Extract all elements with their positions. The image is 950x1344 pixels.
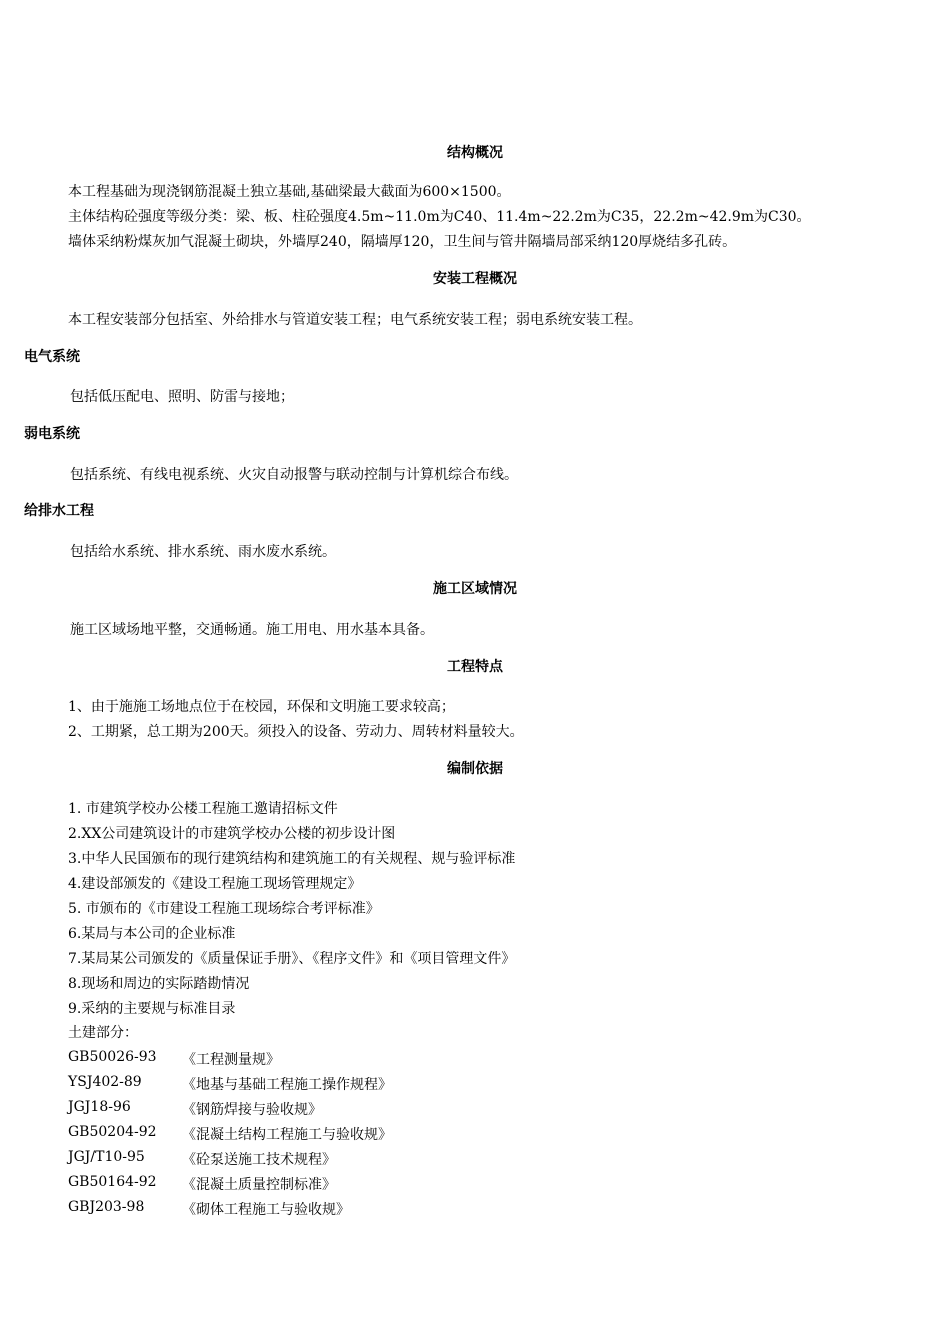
standard-title: 《工程测量规》 bbox=[182, 1052, 280, 1068]
structure-paragraph-1: 本工程基础为现浇钢筋混凝土独立基础,基础梁最大截面为600×1500。 bbox=[68, 184, 511, 200]
structure-paragraph-3: 墙体采纳粉煤灰加气混凝土砌块，外墙厚240，隔墙厚120，卫生间与管井隔墙局部采纳120厚烧结多孔砖。 bbox=[68, 234, 737, 250]
basis-item-6: 6.某局与本公司的企业标准 bbox=[68, 926, 236, 942]
basis-item-8: 8.现场和周边的实际踏勘情况 bbox=[68, 976, 250, 992]
basis-item-7: 7.某局某公司颁发的《质量保证手册》、《程序文件》和《项目管理文件》 bbox=[68, 951, 516, 967]
standard-title: 《地基与基础工程施工操作规程》 bbox=[182, 1077, 392, 1093]
standard-code: YSJ402-89 bbox=[68, 1074, 142, 1090]
section-title-install: 安装工程概况 bbox=[433, 271, 517, 287]
section-title-water: 给排水工程 bbox=[24, 503, 94, 519]
section-title-electric: 电气系统 bbox=[24, 349, 80, 365]
section-title-weak: 弱电系统 bbox=[24, 426, 80, 442]
civil-label: 土建部分： bbox=[68, 1025, 138, 1041]
structure-paragraph-2: 主体结构砼强度等级分类：梁、板、柱砼强度4.5m~11.0m为C40、11.4m~22.2m为C35，22.2m~42.9m为C30。 bbox=[68, 209, 811, 225]
electric-paragraph: 包括低压配电、照明、防雷与接地； bbox=[70, 389, 294, 405]
install-paragraph: 本工程安装部分包括室、外给排水与管道安装工程；电气系统安装工程；弱电系统安装工程。 bbox=[68, 312, 642, 328]
weak-paragraph: 包括系统、有线电视系统、火灾自动报警与联动控制与计算机综合布线。 bbox=[70, 467, 518, 483]
section-title-basis: 编制依据 bbox=[447, 761, 503, 777]
basis-item-1: 1. 市建筑学校办公楼工程施工邀请招标文件 bbox=[68, 801, 338, 817]
standard-title: 《砼泵送施工技术规程》 bbox=[182, 1152, 336, 1168]
feature-item-1: 1、由于施施工场地点位于在校园，环保和文明施工要求较高； bbox=[68, 699, 455, 715]
standard-title: 《混凝土结构工程施工与验收规》 bbox=[182, 1127, 392, 1143]
section-title-area: 施工区域情况 bbox=[433, 581, 517, 597]
standard-code: GBJ203-98 bbox=[68, 1199, 145, 1215]
section-title-structure: 结构概况 bbox=[447, 145, 503, 161]
standard-code: GB50026-93 bbox=[68, 1049, 157, 1065]
basis-item-5: 5. 市颁布的《市建设工程施工现场综合考评标准》 bbox=[68, 901, 380, 917]
standard-title: 《混凝土质量控制标准》 bbox=[182, 1177, 336, 1193]
standard-title: 《砌体工程施工与验收规》 bbox=[182, 1202, 350, 1218]
water-paragraph: 包括给水系统、排水系统、雨水废水系统。 bbox=[70, 544, 336, 560]
standard-code: JGJ/T10-95 bbox=[68, 1149, 145, 1165]
basis-item-3: 3.中华人民国颁布的现行建筑结构和建筑施工的有关规程、规与验评标准 bbox=[68, 851, 516, 867]
feature-item-2: 2、工期紧，总工期为200天。须投入的设备、劳动力、周转材料量较大。 bbox=[68, 724, 524, 740]
section-title-features: 工程特点 bbox=[447, 659, 503, 675]
standard-code: GB50204-92 bbox=[68, 1124, 157, 1140]
standard-code: GB50164-92 bbox=[68, 1174, 157, 1190]
area-paragraph: 施工区域场地平整，交通畅通。施工用电、用水基本具备。 bbox=[70, 622, 434, 638]
basis-item-4: 4.建设部颁发的《建设工程施工现场管理规定》 bbox=[68, 876, 362, 892]
standard-code: JGJ18-96 bbox=[68, 1099, 131, 1115]
standard-title: 《钢筋焊接与验收规》 bbox=[182, 1102, 322, 1118]
basis-item-2: 2.XX公司建筑设计的市建筑学校办公楼的初步设计图 bbox=[68, 826, 396, 842]
basis-item-9: 9.采纳的主要规与标准目录 bbox=[68, 1001, 236, 1017]
